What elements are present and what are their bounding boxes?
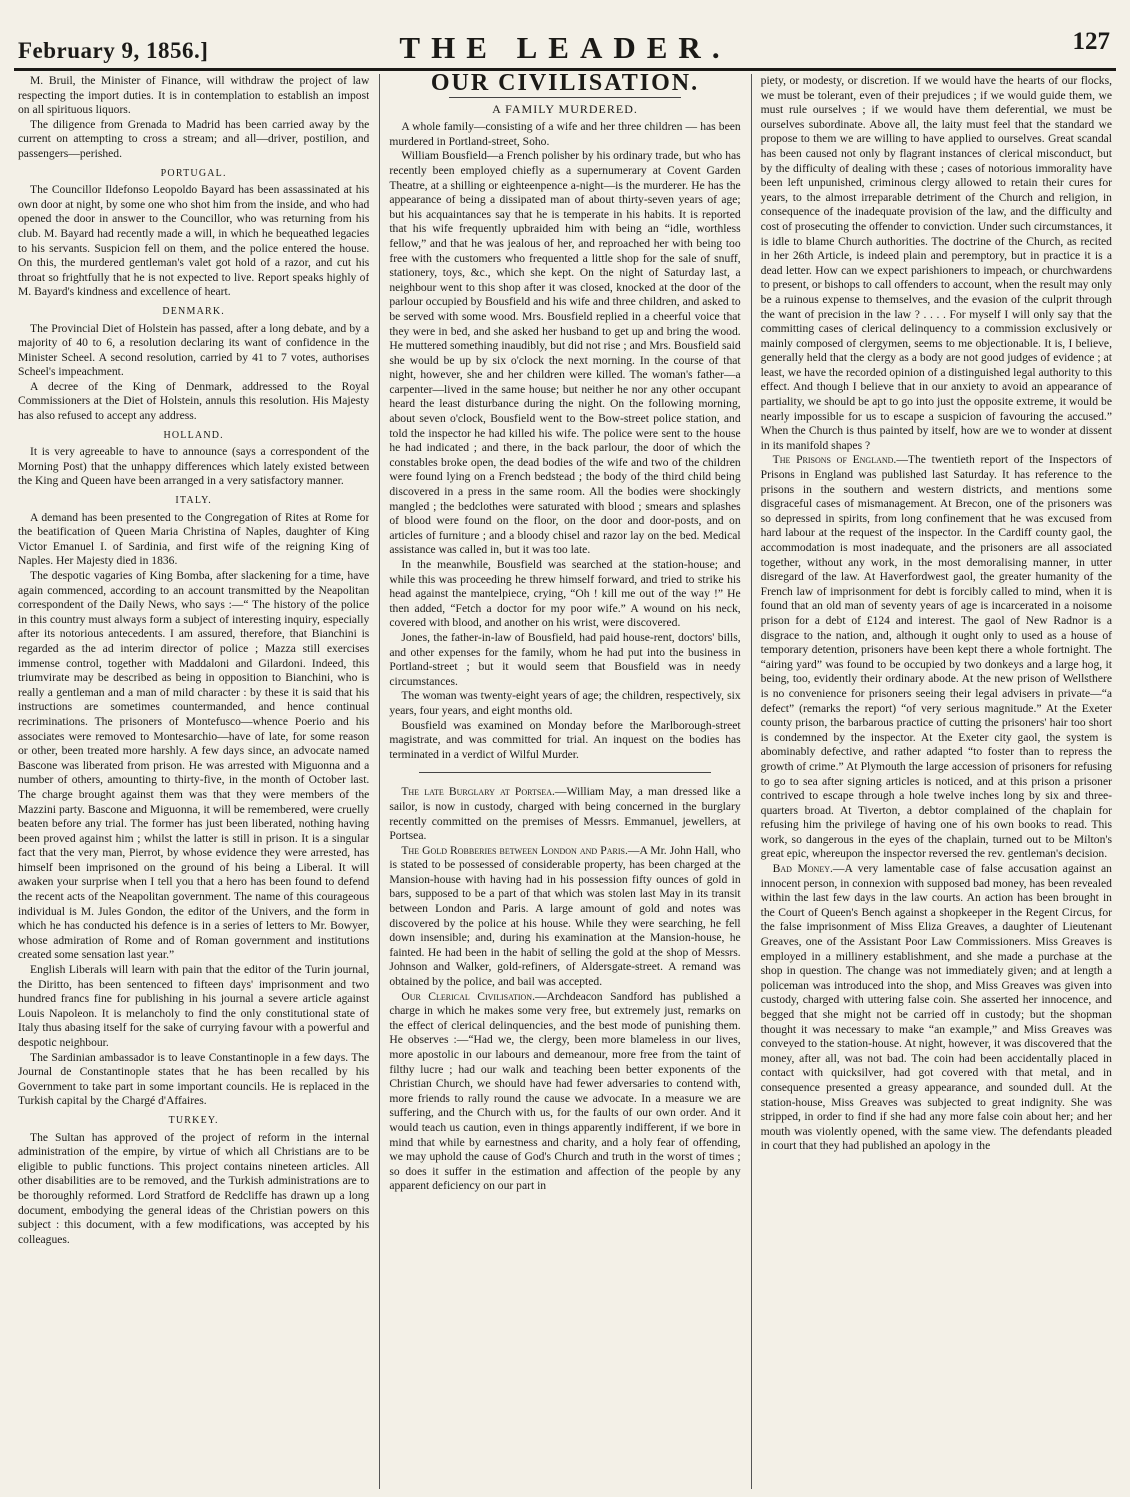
article-title: OUR CIVILISATION. [430,74,700,96]
section-heading-holland: HOLLAND. [163,429,224,441]
paragraph: A demand has been presented to the Congregation of Rites at Rome for the beatification of Queen Maria Christina of Naples, daughter of King Victor Emanuel I. of Sardinia, and first wife of the reigning King of Naples. Her Majesty died in 1836. [18,510,370,568]
paragraph: The woman was twenty-eight years of age; the children, respectively, six years, four years, and eight months old. [389,689,741,717]
item-body: —The twentieth report of the Inspectors of Prisons in England was published last Saturday. It has reference to the prisons in the southern and western districts, and mentions some disgraceful cases of mismanagement. At Brecon, one of the prisoners was so depressed in spirits, from long confinement that he was excused from hard labour at the request of the inspector. In the Cardiff county gaol, the accommodation is most inadequate, and the prisoners are all associated together, without any work, in the most demoralising manner, in utter disregard of the law. At Haverfordwest gaol, the greater humanity of the French law of imprisonment for debt is forcibly called to mind, when it is found that an old man of seventy years of age is incarcerated in a noisome prison for a debt of £124 and interest. The gaol of New Radnor is a disgrace to the nation, and, although it ought only to used as a house of temporary detention, prisoners have been kept there a whole fortnight. The “airing yard” was found to be occupied by two donkeys and a large hog, it being, too, evidently their ordinary abode. At the new prison of Wellsthere is no convenience for prisoners seeing their legal advisers in private—“a defect” (remarks the report) “of very serious magnitude.” At the Exeter county prison, the barbarous practice of cutting the prisoners' hair too short is condemned by the inspector. At the Exeter city gaol, the system is abominably defective, and rather adapted “to foster than to repress the growth of crime.” At Plymouth the large accession of prisoners for refusing to go to sea after signing articles is noticed, and at this prison a prisoner contrived to escape through a hole twelve inches long by six and three-quarters broad. At Tiverton, a debtor complained of the chaplain for refusing him the privilege of having one of his own books to read. This work, so dangerous in the eyes of the chaplain, turned out to be Milton's great epic, whereupon the inspector reversed the rev. gentleman's decision. [760,453,1112,861]
paragraph: A whole family—consisting of a wife and her three children — has been murdered in Portland-street, Soho. [389,120,741,148]
column-left [18,74,369,1489]
column-middle [379,74,740,1489]
column-right [751,74,1112,1489]
paragraph: The Sultan has approved of the project of reform in the internal administration of the empire, by virtue of which all Christians are to be eligible to public functions. This project contains nineteen articles. All other disabilities are to be removed, and the Turkish administrations are to be thoroughly reformed. Lord Stratford de Redcliffe has drawn up a long document, embodying the general ideas of the Christian powers on this subject : this document, with a few modifications, was accepted by his colleagues. [18,1130,370,1246]
paragraph-prisons [761,453,1112,862]
paragraph: Jones, the father-in-law of Bousfield, had paid house-rent, doctors' bills, and other expenses for the family, whom he had put into the business in Portland-street ; but it would seem that Bousfield was in needy circumstances. [389,630,741,688]
paragraph: M. Bruil, the Minister of Finance, will withdraw the project of law respecting the import duties. It is in contemplation to establish an impost on all spirituous liquors. [18,74,370,117]
paragraph: The Councillor Ildefonso Leopoldo Bayard has been assassinated at his own door at night, by some one who shot him from the inside, and who had opened the door in answer to the Councillor, who was returning from his club. M. Bayard had recently made a will, in which he bequeathed legacies to his servants. Suspicion fell on them, and the police entered the house. On this, the murdered gentleman's valet got hold of a razor, and cut his throat so frightfully that he is not expected to live. Report speaks highly of M. Bayard's kindness and excellence of heart. [18,183,370,299]
paragraph: It is very agreeable to have to announce (says a correspondent of the Morning Post) that the unhappy differences which lately existed between the King and Queen have been arranged in a very satisfactory manner. [18,445,370,488]
item-body: —Archdeacon Sandford has published a charge in which he makes some very free, but extremely just, remarks on the effect of clerical delinquencies, and the best mode of punishing them. He observes :—“Had we, the clergy, been more blameless in our lives, more apostolic in our labours and demeanour, more free from the taint of filthy lucre ; had our walk and teaching been better exponents of the Christian Church, we should have had fewer adversaries to contend with, more friends to rally round the cause we advocate. In a measure we are suffering, and the Church with us, for the faults of our own order. And it would teach us caution, even in things apparently indifferent, if we bore in mind that while by earnestness and charity, and a holy fear of offending, we may uphold the cause of God's Church and truth in the worst of times ; so does it suffer in the estimation and affection of the people by any apparent deficiency on our part in [389,989,741,1193]
item-lead: The Prisons of England. [772,453,897,467]
item-body: —A Mr. John Hall, who is stated to be possessed of considerable property, has been charged at the Mansion-house with having had in his possession fifty ounces of gold in bars, supposed to be a part of that which was stolen last May in its transit between London and Paris. A large amount of gold and notes was discovered by the police at his house. While they were searching, he fell down insensible; and, during his examination at the Mansion-house, he fainted. He had been in the habit of selling the gold at the shop of Messrs. Johnson and Walker, gold-refiners, of Aldersgate-street. A remand was obtained by the police, and bail was accepted. [389,843,741,989]
section-heading-portugal: PORTUGAL. [160,167,227,179]
paragraph: William Bousfield—a French polisher by his ordinary trade, but who has recently been employed chiefly as a supernumerary at Covent Garden Theatre, at a shilling or eighteenpence a-night—is the murderer. He has the appearance of being a dissipated man of about thirty-seven years of age; but his acquaintances say that he is temperate in his habits. It is reported that his wife frequently upbraided him with being an “idle, worthless fellow,” and that he was jealous of her, and reproached her with being too free with the customers who frequented a little shop for the sale of snuff, stationery, toys, &c., which she kept. On the night of Saturday last, a neighbour went to this shop after it was closed, knocked at the door of the parlour occupied by Bousfield and his wife and three children, and asked to be served with some wood. Mrs. Bousfield replied in a cheerful voice that they were in bed, and she asked her husband to get up and bring the wood. He muttered something inaudibly, but did not rise ; and Mrs. Bousfield said she would be up by six o'clock the next morning. In the course of that night, however, she and her children were killed. The woman's father—a carpenter—lived in the same house; but neither he nor any other occupant heard the least disturbance during the night. On the following morning, about seven o'clock, Bousfield went to the Bow-street police station, and told the inspector he had killed his wife. The police were sent to the house he had indicated ; and there, in the back parlour, the door of which the constables broke open, the dead bodies of the wife and two of the children were found lying on a French bedstead ; the body of the third child being discovered in a press in the same room. All the bodies were shockingly mangled ; the bedclothes were saturated with blood ; smears and splashes of blood were found on the floor, on the door and door-posts, and on articles of furniture ; and a bloody chisel and razor lay on the bed. Medical assistance was called in, but it was too late. [389,149,741,557]
paragraph-bad-money [761,862,1112,1154]
item-lead: Bad Money. [772,862,833,876]
paragraph: In the meanwhile, Bousfield was searched at the station-house; and while this was proceeding he threw himself forward, and tried to strike his head against the mantelpiece, crying, “Oh ! kill me out of the way !” He then added, “Fetch a doctor for my poor wife.” A wound on his neck, covered with blood, and another on his wrist, were discovered. [389,558,741,630]
masthead-rule [14,68,1116,71]
item-lead: The late Burglary at Portsea. [401,785,555,799]
section-heading-turkey: TURKEY. [168,1114,219,1126]
paragraph: Bousfield was examined on Monday before the Marlborough-street magistrate, and was committed for trial. An inquest on the bodies has terminated in a verdict of Wilful Murder. [389,718,741,761]
article-subtitle: A FAMILY MURDERED. [449,97,680,117]
page-number: 127 [1072,28,1110,55]
paragraph: piety, or modesty, or discretion. If we would have the hearts of our flocks, we must be tolerant, even of their prejudices ; if we would guide them, we must rule ourselves ; if we would have them deferential, we must be ourselves subordinate. Above all, the laity must feel that the standard we propose to them we are willing to have applied to ourselves. Great scandal has been caused not only by flagrant instances of clerical misconduct, but by the difficulty of dealing with these ; cases of notorious immorality have been left unpunished, criminous clergy allowed to retain their cures for years, to the almost irreparable detriment of the Church and religion, in consequence of the inadequate provision of the law, and the difficulty and cost of prosecuting the offender to conviction. Under such circumstances, it is idle to blame Church authorities. The doctrine of the Church, as recited in her 26th Article, is indeed plain and peremptory, but in practice it is a dead letter. How can we expect parishioners to impeach, or churchwardens to present, or bishops to call offenders to account, when the result may only be a ruinous expense to themselves, and the evasion of the culprit through the want of precision in the law ? . . . . For myself I will only say that the committing cases of clerical delinquency to a commission exclusively or mainly composed of clergymen, seems to me objectionable. It is, I believe, generally held that the clergy as a body are not good judges of evidence ; at least, we have the recorded opinion of a distinguished legal authority to this effect. And though I believe that in our anxiety to avoid an appearance of partiality, we should be apt to go into just the opposite extreme, it would be nearly impossible for us to escape a suspicion of favouring the accused.” When the Church is thus painted by itself, how are we to wonder at dissent in its manifold shapes ? [760,74,1112,452]
newspaper-title: THE LEADER. [399,30,731,65]
paragraph-burglary [389,785,740,843]
paragraph: The Provincial Diet of Holstein has passed, after a long debate, and by a majority of 40 to 6, a resolution declaring its want of confidence in the Minister Scheel. A second resolution, carried by 41 to 7 votes, authorises Scheel's impeachment. [18,321,370,379]
paragraph: English Liberals will learn with pain that the editor of the Turin journal, the Diritto, has been sentenced to fifteen days' imprisonment and two hundred francs fine for publishing in his journal a severe article against Louis Napoleon. It is melancholy to find the only constitutional state of Italy thus abasing itself for the sake of currying favour with a powerful and despotic neighbour. [18,963,370,1049]
paragraph-gold-robberies [389,844,740,990]
paragraph: The despotic vagaries of King Bomba, after slackening for a time, have again commenced, according to an account transmitted by the Neapolitan correspondent of the Daily News, who says :—“ The history of the police in this country must always form a subject of interesting inquiry, especially after its notorious antecedents. I am assured, therefore, that Bianchini is regarded as the ad interim director of police ; Mazza still exercises immense control, together with Maddaloni and Gilardoni. Indeed, this triumvirate may be described as being in opposition to Bianchini, who is really a gentleman and a man of mild character : by these it is said that his instructions are sometimes countermanded, and hence continual recriminations. The prisoners of Montefusco—whence Poerio and his associates were removed to Montesarchio—have of late, for some reason or other, been treated more harshly. A few days since, an advocate named Bascone was liberated from prison. He was arrested with Miguonna and a number of others, amounting to thirty-five, in the month of October last. The charge brought against them was that they were members of the Mazzini party. Bascone and Miguonna, it will be remembered, were cruelly beaten before any trial. The former has just been liberated, nothing having been proved against him ; whilst the latter is still in prison. It is a singular fact that the very man, Pierrot, by whose evidence they were arrested, has himself been imprisoned on the ground of his being a Liberal. It will awaken your surprise when I tell you that a hero has been found to defend the recent acts of the Neapolitan government. The name of this courageous individual is M. Jules Gondon, the editor of the Univers, and the form in which he has conducted his defence is in a series of letters to Mr. Bowyer, whose admiration of Rome and of Roman government and institutions created some sensation last year.” [18,569,370,962]
masthead [14,22,1116,66]
paragraph: The Sardinian ambassador is to leave Constantinople in a few days. The Journal de Constantinople states that he has been recalled by his Government to take part in some important councils. He is replaced in the Turkish capital by the Chargé d'Affaires. [18,1050,370,1108]
paragraph-clerical [389,990,740,1194]
section-divider [419,772,710,773]
section-heading-italy: ITALY. [175,495,212,507]
paragraph: A decree of the King of Denmark, addressed to the Royal Commissioners at the Diet of Holstein, annuls this resolution. His Majesty has also refused to accept any address. [18,379,370,423]
item-body: —A very lamentable case of false accusation against an innocent person, in connexion with supposed bad money, has been revealed within the last few days in the law courts. An action has been brought in the Court of Queen's Bench against a shopkeeper in the Regent Circus, for the false imprisonment of Miss Eliza Greaves, a daughter of Lieutenant Greaves, one of the Assistant Poor Law Commissioners. Miss Greaves is employed in a millinery establishment, and she made a purchase at the shop in question. The change was not immediately given; and at length a policeman was introduced into the shop, and Miss Greaves was given into custody, charged with uttering false coin. She asserted her innocence, and begged that she might not be carried off in custody; but the shopman thought it was necessary to make “an example,” and Miss Greaves was conveyed to the station-house. At night, however, it was discovered that the money, after all, was not bad. The coin had been accidentally placed in contact with quicksilver, had got covered with that metal, and in consequence presented a greasy appearance, and sounded dull. At the station-house, Miss Greaves was subjected to great indignity. She was stripped, in order to find if she had any more false coin about her; and her mouth was violently opened, with the same view. The defendants pleaded in court that they had published an apology in the [760,862,1112,1153]
paragraph: The diligence from Grenada to Madrid has been carried away by the current on attempting to cross a stream; and all—driver, postilion, and passengers—perished. [18,117,370,160]
item-lead: Our Clerical Civilisation. [401,989,535,1003]
section-heading-denmark: DENMARK. [162,305,225,317]
issue-date: February 9, 1856.] [18,38,209,63]
item-lead: The Gold Robberies between London and Paris. [401,843,628,857]
columns [18,74,1112,1489]
item-body: —William May, a man dressed like a sailor, is now in custody, charged with being concerned in the burglary recently committed on the premises of Messrs. Emmanuel, jewellers, at Portsea. [389,785,741,843]
